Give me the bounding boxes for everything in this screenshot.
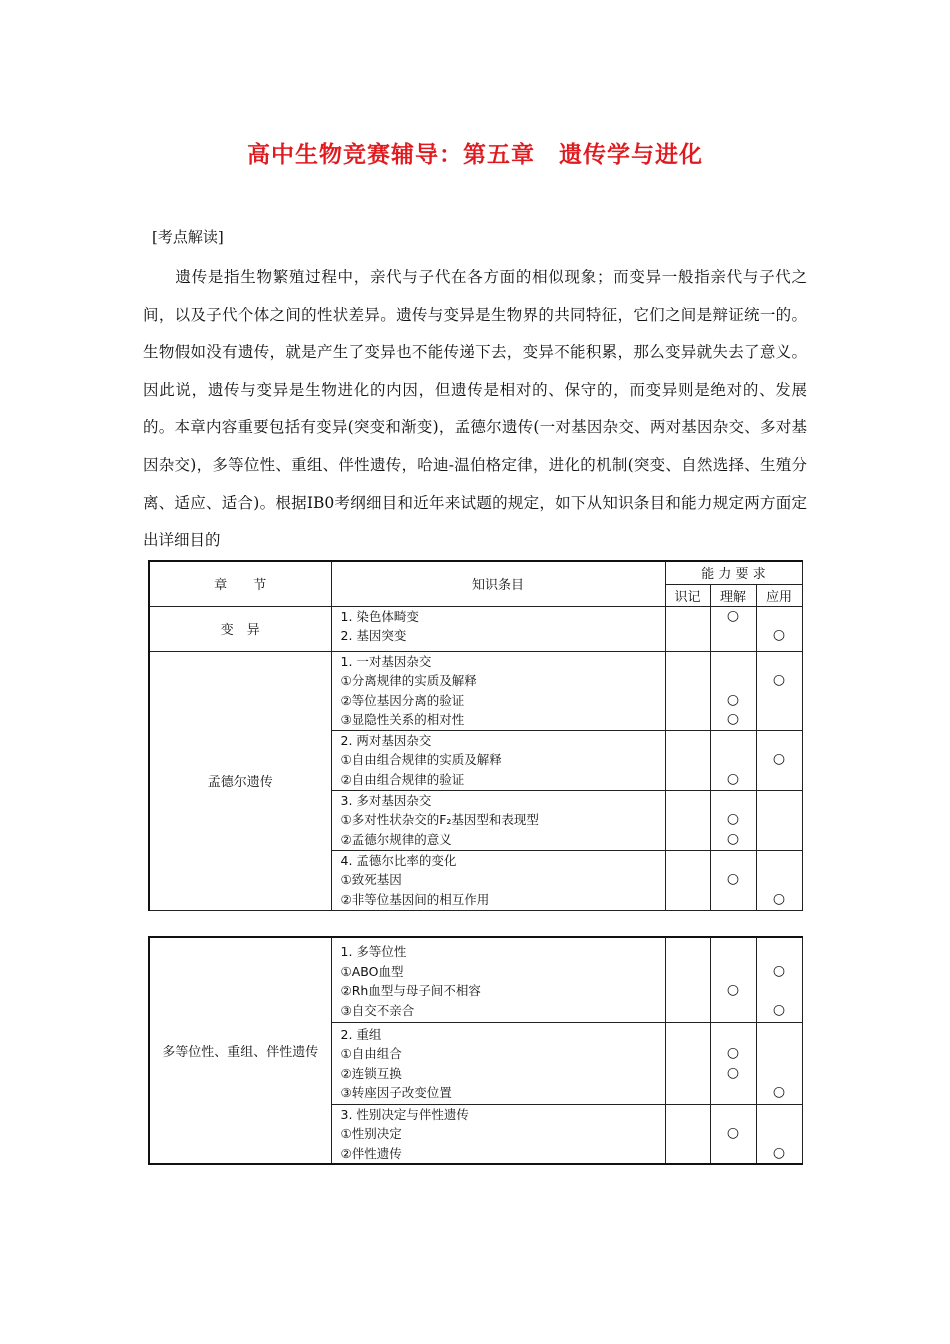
section-variation: 变 异 xyxy=(149,606,331,651)
knowledge-item: ②非等位基因间的相互作用 xyxy=(340,891,490,907)
knowledge-item: ①性别决定 xyxy=(340,1126,402,1141)
apply-cell xyxy=(756,1022,802,1104)
header-apply: 应用 xyxy=(756,584,802,606)
knowledge-item: ①自由组合规律的实质及解释 xyxy=(340,752,502,767)
understand-cell xyxy=(710,790,756,850)
knowledge-item: 2. 重组 xyxy=(340,1026,382,1042)
knowledge-item: 4. 孟德尔比率的变化 xyxy=(340,852,457,868)
mark-circle: ○ xyxy=(726,830,740,847)
knowledge-item: ③转座因子改变位置 xyxy=(340,1085,452,1100)
mark-circle: ○ xyxy=(772,1084,786,1100)
knowledge-cell xyxy=(331,730,665,790)
understand-cell xyxy=(710,730,756,790)
intro-paragraph: 遗传是指生物繁殖过程中，亲代与子代在各方面的相似现象；而变异一般指亲代与子代之间，以及子代个体之间的性状差异。遗传与变异是生物界的共同特征，它们之间是辩证统一的。生物假如没有遗传，就是产生了变异也不能传递下去，变异不能积累，那么变异就失去了意义。因此说，遗传与变异是生物进化的内因，但遗传是相对的、保守的，而变异则是绝对的、发展的。本章内容重要包括有变异(突变和渐变)，孟德尔遗传(一对基因杂交、两对基因杂交、多对基因杂交)，多等位性、重组、伴性遗传，哈迪-温伯格定律，进化的机制(突变、自然选择、生殖分离、适应、适合)。根据IB0考纲细目和近年来试题的规定，如下从知识条目和能力规定两方面定出详细目的 xyxy=(143,268,807,550)
knowledge-cell xyxy=(331,850,665,910)
mark-circle: ○ xyxy=(772,1001,786,1018)
apply-cell xyxy=(756,606,802,651)
knowledge-item: ②伴性遗传 xyxy=(340,1145,402,1161)
page-title: 高中生物竞赛辅导：第五章 遗传学与进化 xyxy=(247,141,703,168)
knowledge-cell xyxy=(331,1022,665,1104)
apply-cell xyxy=(756,651,802,730)
mark-circle: ○ xyxy=(772,672,786,688)
mark-circle: ○ xyxy=(726,811,740,827)
knowledge-item: ②连锁互换 xyxy=(340,1065,402,1081)
knowledge-cell xyxy=(331,1104,665,1164)
mark-circle: ○ xyxy=(726,770,740,787)
knowledge-cell xyxy=(331,937,665,1022)
knowledge-item: ①ABO血型 xyxy=(340,963,404,979)
understand-cell xyxy=(710,937,756,1022)
knowledge-item: ③自交不亲合 xyxy=(340,1002,415,1018)
mark-circle: ○ xyxy=(726,711,740,727)
recall-cell xyxy=(665,730,710,790)
recall-cell xyxy=(665,790,710,850)
mark-circle: ○ xyxy=(726,607,740,624)
understand-cell xyxy=(710,606,756,651)
mark-circle: ○ xyxy=(726,1125,740,1141)
knowledge-item: 2. 基因突变 xyxy=(340,628,407,643)
knowledge-item: 3. 性别决定与伴性遗传 xyxy=(340,1106,469,1122)
mark-circle: ○ xyxy=(726,1064,740,1081)
knowledge-cell xyxy=(331,651,665,730)
knowledge-item: ②Rh血型与母子间不相容 xyxy=(340,983,481,998)
knowledge-item: 2. 两对基因杂交 xyxy=(340,732,432,748)
knowledge-item: ①多对性状杂交的F₂基因型和表现型 xyxy=(340,812,539,827)
knowledge-cell xyxy=(331,606,665,651)
apply-cell xyxy=(756,730,802,790)
apply-cell xyxy=(756,937,802,1022)
mark-circle: ○ xyxy=(772,751,786,767)
mark-circle: ○ xyxy=(726,1045,740,1061)
apply-cell xyxy=(756,790,802,850)
mark-circle: ○ xyxy=(772,1144,786,1161)
knowledge-item: ②等位基因分离的验证 xyxy=(340,692,465,708)
mark-circle: ○ xyxy=(772,627,786,643)
recall-cell xyxy=(665,606,710,651)
understand-cell xyxy=(710,651,756,730)
section-mendel: 孟德尔遗传 xyxy=(149,651,331,910)
knowledge-item: ②自由组合规律的验证 xyxy=(340,771,465,787)
mark-circle: ○ xyxy=(726,691,740,708)
mark-circle: ○ xyxy=(726,871,740,887)
understand-cell xyxy=(710,1022,756,1104)
recall-cell xyxy=(665,850,710,910)
knowledge-item: 1. 一对基因杂交 xyxy=(340,653,432,669)
mark-circle: ○ xyxy=(726,982,740,998)
knowledge-item: 1. 多等位性 xyxy=(340,944,407,959)
recall-cell xyxy=(665,1104,710,1164)
recall-cell xyxy=(665,1022,710,1104)
section-label: [考点解读] xyxy=(152,228,224,246)
section-multi-allelism: 多等位性、重组、伴性遗传 xyxy=(149,937,331,1164)
recall-cell xyxy=(665,651,710,730)
knowledge-item: ③显隐性关系的相对性 xyxy=(340,712,465,727)
header-knowledge: 知识条目 xyxy=(331,561,665,606)
knowledge-item: 1. 染色体畸变 xyxy=(340,608,419,624)
apply-cell xyxy=(756,850,802,910)
knowledge-cell xyxy=(331,790,665,850)
knowledge-item: 3. 多对基因杂交 xyxy=(340,792,432,808)
header-ability: 能 力 要 求 xyxy=(665,561,802,584)
mark-circle: ○ xyxy=(772,962,786,979)
understand-cell xyxy=(710,850,756,910)
recall-cell xyxy=(665,937,710,1022)
requirements-table-part-1 xyxy=(148,560,803,911)
header-recall: 识记 xyxy=(665,584,710,606)
requirements-table-part-2 xyxy=(148,936,803,1165)
header-understand: 理解 xyxy=(710,584,756,606)
knowledge-item: ①自由组合 xyxy=(340,1046,402,1061)
knowledge-item: ①分离规律的实质及解释 xyxy=(340,673,477,688)
understand-cell xyxy=(710,1104,756,1164)
mark-circle: ○ xyxy=(772,890,786,907)
knowledge-item: ①致死基因 xyxy=(340,872,402,887)
header-chapter: 章 节 xyxy=(149,561,331,606)
knowledge-item: ②孟德尔规律的意义 xyxy=(340,831,452,847)
apply-cell xyxy=(756,1104,802,1164)
